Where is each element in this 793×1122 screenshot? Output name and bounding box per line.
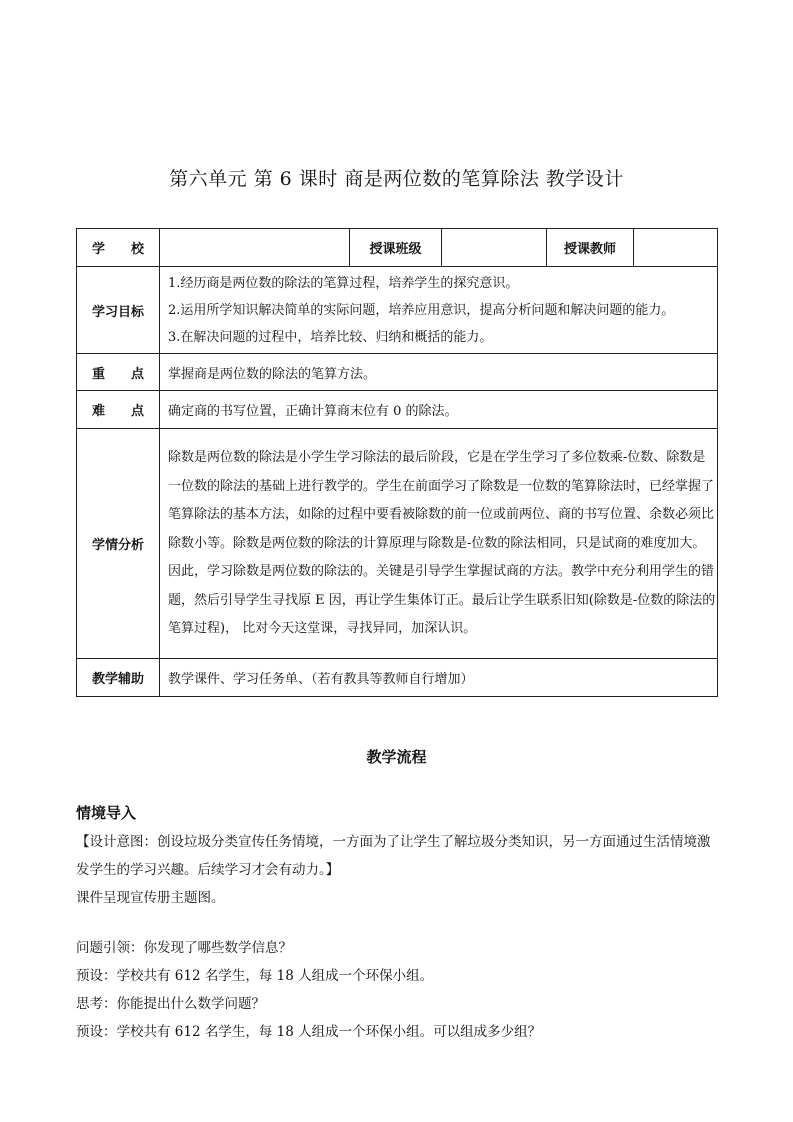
- key-point-label: 重 点: [77, 354, 160, 391]
- answer-1: 预设：学校共有 612 名学生，每 18 人组成一个环保小组。: [76, 968, 434, 984]
- school-value-cell[interactable]: [160, 229, 350, 267]
- analysis-cell: [160, 429, 718, 659]
- analysis-text: 除数是两位数的除法是小学生学习除法的最后阶段，它是在学生学习了多位数乘-位数、除数是一位数的除法的基础上进行教学的。学生在前面学习了除数是一位数的笔算除法时，已经掌握了笔算除法的基本方法，如除的过程中要看被除数的前一位或前两位、商的书写位置、余数必须比除数小等。除数是两位数的除法的计算原理与除数是-位数的除法相同，只是试商的难度加大。因此，学习除数是两位数的除法的。关键是引导学生掌握试商的方法。教学中充分利用学生的错题，然后引导学生寻找原 E 因，再让学生集体订正。最后让学生联系旧知(除数是-位数的除法的笔算过程)， 比对今天这堂课，寻找异同，加深认识。: [168, 449, 716, 637]
- question-2: 思考：你能提出什么数学问题？: [76, 996, 265, 1012]
- class-label: 授课班级: [350, 229, 442, 267]
- analysis-label: 学情分析: [77, 429, 160, 659]
- key-point-row: [77, 354, 718, 391]
- teacher-label: 授课教师: [547, 229, 634, 267]
- class-value-cell[interactable]: [442, 229, 547, 267]
- lesson-info-table: [76, 228, 718, 697]
- difficulty-text: 确定商的书写位置，正确计算商末位有 0 的除法。: [160, 391, 718, 429]
- goal-item: 2.运用所学知识解决简单的实际问题，培养应用意识，提高分析问题和解决问题的能力。: [168, 302, 675, 318]
- header-row: [77, 229, 718, 267]
- goals-cell: [160, 267, 718, 354]
- goal-item: 1.经历商是两位数的除法的笔算过程，培养学生的探究意识。: [168, 275, 519, 291]
- teacher-value-cell[interactable]: [634, 229, 718, 267]
- aids-row: [77, 659, 718, 697]
- section-heading: 情境导入: [76, 804, 137, 822]
- difficulty-row: [77, 391, 718, 429]
- document-title: 第六单元 第 6 课时 商是两位数的笔算除法 教学设计: [169, 168, 624, 190]
- difficulty-label: 难 点: [77, 391, 160, 429]
- answer-2: 预设：学校共有 612 名学生，每 18 人组成一个环保小组。可以组成多少组？: [76, 1024, 542, 1040]
- analysis-row: [77, 429, 718, 659]
- school-label: 学 校: [77, 229, 160, 267]
- flow-title: 教学流程: [366, 748, 427, 766]
- goals-row: [77, 267, 718, 354]
- presentation-text: 课件呈现宣传册主题图。: [76, 890, 225, 906]
- key-point-text: 掌握商是两位数的除法的笔算方法。: [160, 354, 718, 391]
- aids-text: 教学课件、学习任务单、（若有教具等教师自行增加）: [160, 659, 718, 697]
- design-intent: 【设计意图：创设垃圾分类宣传任务情境，一方面为了让学生了解垃圾分类知识，另一方面通过生活情境激发学生的学习兴趣。后续学习才会有动力。】: [76, 834, 711, 878]
- goals-label: 学习目标: [77, 267, 160, 354]
- aids-label: 教学辅助: [77, 659, 160, 697]
- question-1: 问题引领：你发现了哪些数学信息？: [76, 940, 292, 956]
- goal-item: 3.在解决问题的过程中，培养比较、归纳和概括的能力。: [168, 329, 493, 345]
